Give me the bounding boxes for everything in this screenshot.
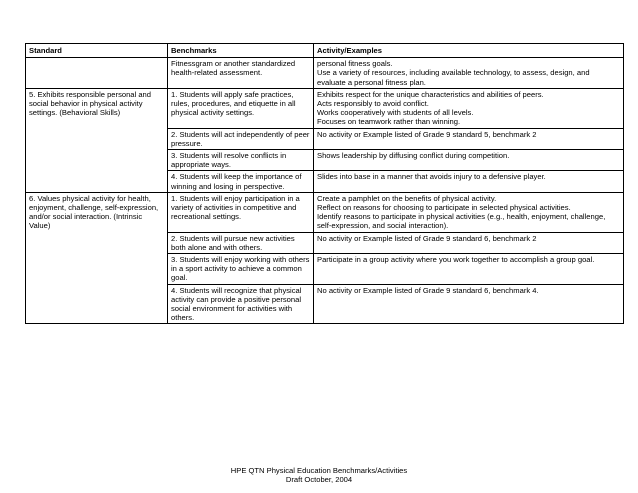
footer-title: HPE QTN Physical Education Benchmarks/Activities	[230, 466, 408, 475]
activity-cell	[314, 254, 624, 285]
table-row	[26, 192, 624, 232]
standard-cell: 5. Exhibits responsible personal and social behavior in physical activity settings. (Behavioral Skills)	[26, 88, 168, 192]
table-row	[26, 88, 624, 128]
activity-item: Slides into base in a manner that avoids injury to a defensive player.	[317, 172, 546, 182]
benchmark-cell: 2. Students will act independently of peer pressure.	[168, 128, 314, 149]
footer-date: Draft October, 2004	[285, 475, 353, 484]
benchmark-cell: 1. Students will apply safe practices, rules, procedures, and etiquette in all physical activity settings.	[168, 88, 314, 128]
table-header-row	[26, 44, 624, 58]
header-standard: Standard	[26, 44, 168, 58]
activity-cell	[314, 128, 624, 149]
activity-cell	[314, 88, 624, 128]
activity-item: Use a variety of resources, including available technology, to assess, design, and evaluate a personal fitness plan.	[317, 68, 590, 87]
standard-cell: 6. Values physical activity for health, enjoyment, challenge, self-expression, and/or social interaction. (Intrinsic Value)	[26, 192, 168, 324]
standard-cell	[26, 58, 168, 89]
activity-item: No activity or Example listed of Grade 9 standard 5, benchmark 2	[317, 129, 537, 139]
header-benchmarks: Benchmarks	[168, 44, 314, 58]
activity-item: Works cooperatively with students of all levels.	[317, 108, 474, 118]
activity-item: Participate in a group activity where you work together to accomplish a group goal.	[317, 255, 595, 265]
activity-cell	[314, 58, 624, 89]
benchmark-cell: 3. Students will resolve conflicts in appropriate ways.	[168, 150, 314, 171]
activity-item: Identify reasons to participate in physical activities (e.g., health, enjoyment, challenge, self-expression, and social interaction).	[317, 212, 606, 231]
activity-cell	[314, 171, 624, 192]
header-activities: Activity/Examples	[314, 44, 624, 58]
activity-item: personal fitness goals.	[317, 59, 393, 69]
activity-item: Reflect on reasons for choosing to participate in selected physical activities.	[317, 203, 571, 213]
activity-item: Focuses on teamwork rather than winning.	[317, 117, 461, 127]
activity-cell	[314, 284, 624, 324]
benchmark-cell: Fitnessgram or another standardized health-related assessment.	[168, 58, 314, 89]
activity-item: No activity or Example listed of Grade 9 standard 6, benchmark 4.	[317, 285, 539, 295]
benchmark-cell: 3. Students will enjoy working with others in a sport activity to achieve a common goal.	[168, 254, 314, 285]
page-footer	[0, 466, 638, 484]
activity-cell	[314, 192, 624, 232]
activity-item: Exhibits respect for the unique characteristics and abilities of peers.	[317, 89, 544, 99]
benchmark-cell: 4. Students will recognize that physical activity can provide a positive personal social environment for activities with others.	[168, 284, 314, 324]
activity-item: Acts responsibly to avoid conflict.	[317, 99, 429, 109]
benchmark-cell: 2. Students will pursue new activities both alone and with others.	[168, 232, 314, 253]
benchmark-cell: 1. Students will enjoy participation in a variety of activities in competitive and recreational settings.	[168, 192, 314, 232]
activity-item: No activity or Example listed of Grade 9 standard 6, benchmark 2	[317, 233, 537, 243]
activity-item: Create a pamphlet on the benefits of physical activity.	[317, 193, 497, 203]
activity-cell	[314, 150, 624, 171]
benchmarks-table	[25, 43, 624, 324]
activity-item: Shows leadership by diffusing conflict during competition.	[317, 151, 510, 161]
benchmark-cell: 4. Students will keep the importance of winning and losing in perspective.	[168, 171, 314, 192]
activity-cell	[314, 232, 624, 253]
table-row	[26, 58, 624, 89]
